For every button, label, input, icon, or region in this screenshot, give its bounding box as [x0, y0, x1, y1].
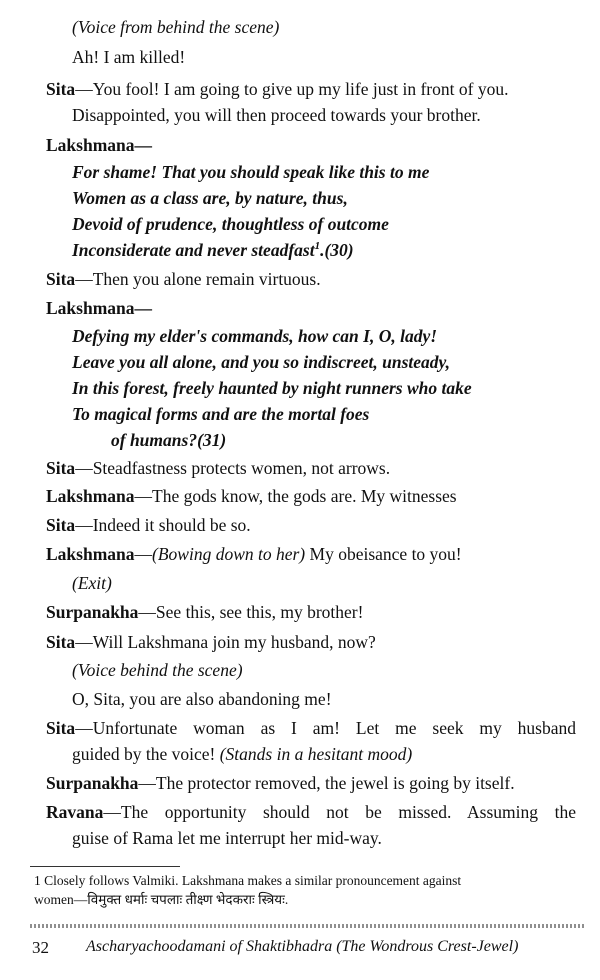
verse-text: In this forest, freely haunted by night runners who take	[72, 378, 472, 398]
speaker-heading	[46, 134, 152, 156]
verse-line	[72, 213, 389, 235]
footnote-line-2: women—विमुक्त धर्माः चपलाः तीक्ष्ण भेदकराः स्त्रियः.	[34, 892, 289, 907]
verse-line	[72, 161, 429, 183]
speaker-name: Surpanakha	[46, 602, 139, 622]
verse-line	[72, 377, 472, 399]
speech-text: —The protector removed, the jewel is going by itself.	[138, 773, 515, 793]
speech-line	[46, 514, 251, 536]
speaker-name: Surpanakha	[46, 773, 139, 793]
speech-text: My obeisance to you!	[305, 544, 462, 564]
speaker-name: Sita	[46, 458, 76, 478]
verse-number: .(30)	[320, 240, 354, 260]
speech-text: —Will Lakshmana join my husband, now?	[75, 632, 376, 652]
speaker-name: Sita	[46, 269, 76, 289]
footer-rule	[30, 924, 585, 928]
dialogue-text: O, Sita, you are also abandoning me!	[72, 689, 332, 709]
stage-direction-text: (Exit)	[72, 573, 112, 593]
speech-dash: —	[134, 544, 153, 564]
stage-direction-text: (Bowing down to her)	[152, 544, 306, 564]
speech-text: —You fool! I am going to give up my life just in front of you.	[75, 79, 509, 99]
footnote-rule	[30, 866, 180, 867]
stage-direction-text: (Voice from behind the scene)	[72, 17, 280, 37]
speech-line	[46, 457, 390, 479]
stage-direction	[72, 572, 112, 594]
continuation-text: Disappointed, you will then proceed towards your brother.	[72, 105, 481, 125]
dialogue-line	[72, 688, 332, 710]
verse-text: For shame! That you should speak like this to me	[72, 162, 430, 182]
speech-text: —See this, see this, my brother!	[138, 602, 364, 622]
speech-text: —Steadfastness protects women, not arrows.	[75, 458, 391, 478]
footnote-marker: 1	[314, 240, 321, 253]
speaker-name: Lakshmana	[46, 486, 135, 506]
speech-text: —The gods know, the gods are. My witnesses	[134, 486, 457, 506]
verse-text: Defying my elder's commands, how can I, O, lady!	[72, 326, 438, 346]
verse-text: Devoid of prudence, thoughtless of outcome	[72, 214, 389, 234]
continuation-text: guise of Rama let me interrupt her mid-way.	[72, 828, 382, 848]
speaker-name: Sita	[46, 515, 76, 535]
footnote-line-1: 1 Closely follows Valmiki. Lakshmana makes a similar pronouncement against	[34, 873, 462, 888]
speech-text: —The opportunity should not be missed. Assuming the	[103, 802, 576, 822]
stage-direction-text: (Stands in a hesitant mood)	[219, 744, 413, 764]
speech-line	[46, 801, 576, 823]
speaker-heading	[46, 297, 152, 319]
dialogue-line	[72, 46, 185, 68]
speaker-name: Sita	[46, 79, 76, 99]
stage-direction-text: (Voice behind the scene)	[72, 660, 243, 680]
verse-text: Leave you all alone, and you so indiscreet, unsteady,	[72, 352, 451, 372]
speech-line	[46, 485, 457, 507]
stage-direction	[72, 16, 279, 38]
verse-line	[111, 429, 226, 451]
verse-line	[72, 239, 354, 261]
speech-line	[46, 631, 376, 653]
speaker-name: Ravana	[46, 802, 104, 822]
speech-text: —Indeed it should be so.	[75, 515, 251, 535]
dialogue-text: Ah! I am killed!	[72, 47, 186, 67]
speaker-name: Lakshmana	[46, 298, 135, 318]
speech-line	[46, 78, 508, 100]
speech-text: —Then you alone remain virtuous.	[75, 269, 321, 289]
speaker-dash: —	[134, 298, 153, 318]
verse-text: Women as a class are, by nature, thus,	[72, 188, 348, 208]
speech-text: —Unfortunate woman as I am! Let me seek my husband	[75, 718, 576, 738]
stage-direction	[72, 659, 243, 681]
speaker-name: Lakshmana	[46, 544, 135, 564]
continuation-line	[72, 827, 382, 849]
verse-text: Inconsiderate and never steadfast	[72, 240, 315, 260]
speaker-name: Sita	[46, 632, 76, 652]
running-head: Ascharyachoodamani of Shaktibhadra (The Wondrous Crest-Jewel)	[86, 938, 519, 955]
continuation-line	[72, 743, 412, 765]
speaker-name: Lakshmana	[46, 135, 135, 155]
speech-line	[46, 268, 321, 290]
verse-text: To magical forms and are the mortal foes	[72, 404, 370, 424]
speech-line	[46, 543, 462, 565]
page-number: 32	[32, 938, 49, 957]
speech-line	[46, 772, 515, 794]
continuation-text: guided by the voice!	[72, 744, 220, 764]
verse-line	[72, 325, 437, 347]
speech-line	[46, 601, 363, 623]
verse-line	[72, 351, 450, 373]
speaker-dash: —	[134, 135, 153, 155]
verse-line	[72, 403, 369, 425]
verse-line	[72, 187, 348, 209]
continuation-line	[72, 104, 481, 126]
speaker-name: Sita	[46, 718, 76, 738]
verse-text: of humans?(31)	[111, 430, 227, 450]
speech-line	[46, 717, 576, 739]
